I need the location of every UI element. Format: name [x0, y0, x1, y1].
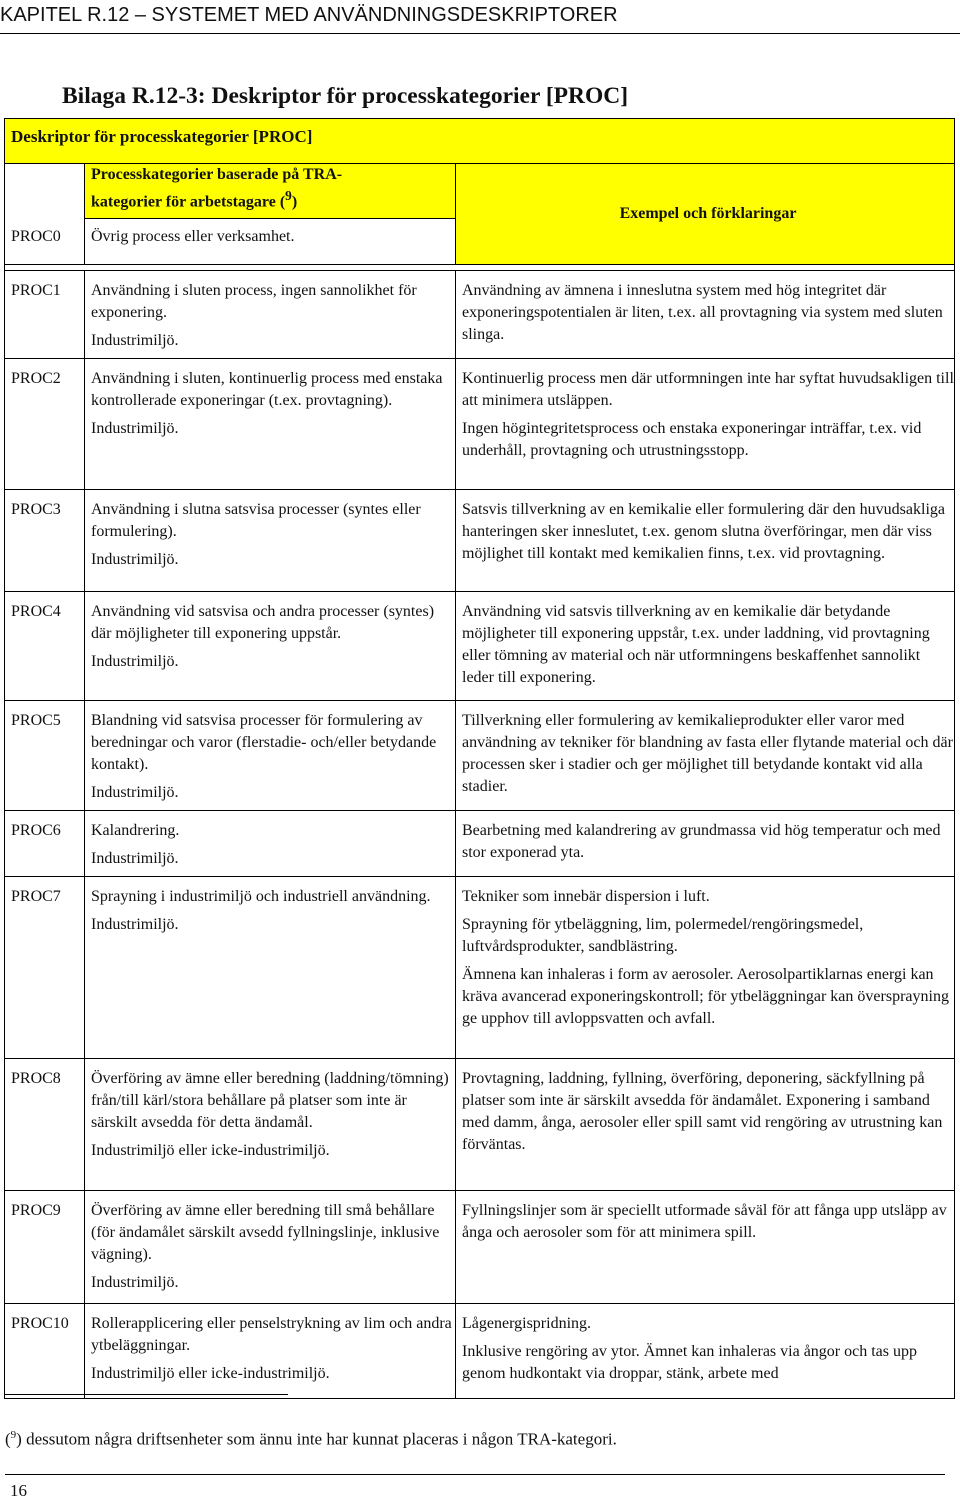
proc-examples	[456, 1304, 955, 1399]
proc-examples	[456, 490, 955, 592]
proc-row	[5, 490, 955, 592]
proc0-description: Övrig process eller verksamhet.	[85, 219, 456, 265]
proc-description	[85, 877, 456, 1059]
description-paragraph: Industrimiljö.	[91, 784, 179, 801]
proc-description	[85, 490, 456, 592]
description-paragraph: Överföring av ämne eller beredning (laddning/tömning) från/till kärl/stora behållare på platser som inte är särskilt avsedda för detta ändamål.	[91, 1070, 449, 1131]
example-paragraph: Tekniker som innebär dispersion i luft.	[462, 888, 710, 905]
table-banner: Deskriptor för processkategorier [PROC]	[5, 119, 955, 164]
header-code-cell	[5, 164, 85, 219]
proc-examples	[456, 1191, 955, 1304]
proc-examples	[456, 701, 955, 811]
proc-examples	[456, 359, 955, 490]
proc-code: PROC5	[5, 701, 85, 811]
proc-code: PROC6	[5, 811, 85, 877]
proc-description	[85, 592, 456, 701]
proc-descriptor-table	[4, 118, 955, 1399]
description-paragraph: Rollerapplicering eller penselstrykning av lim och andra ytbeläggningar.	[91, 1315, 452, 1354]
description-paragraph: Industrimiljö.	[91, 1274, 179, 1291]
proc-row	[5, 1059, 955, 1191]
description-paragraph: Användning i slutna satsvisa processer (syntes eller formulering).	[91, 501, 421, 540]
footnote-divider	[5, 1394, 288, 1395]
page-footer-divider	[5, 1474, 945, 1475]
proc-row	[5, 811, 955, 877]
proc-description	[85, 1059, 456, 1191]
header-divider	[0, 33, 960, 34]
example-paragraph: Provtagning, laddning, fyllning, överföring, deponering, säckfyllning på platser som inte är särskilt avsedda för ändamålet. Exponering i samband med damm, ånga, aerosoler eller spill samt vid rengöring av utrustning kan förväntas.	[462, 1070, 943, 1153]
description-paragraph: Industrimiljö.	[91, 332, 179, 349]
header-line-2-end: )	[291, 193, 298, 211]
proc-examples	[456, 1059, 955, 1191]
description-paragraph: Industrimiljö.	[91, 653, 179, 670]
chapter-header: KAPITEL R.12 – SYSTEMET MED ANVÄNDNINGSDESKRIPTORER	[0, 4, 618, 26]
column-header-examples: Exempel och förklaringar	[456, 164, 955, 265]
footnote-ref: 9	[285, 188, 292, 203]
page-number: 16	[10, 1481, 27, 1500]
proc-code: PROC4	[5, 592, 85, 701]
example-paragraph: Tillverkning eller formulering av kemikalieprodukter eller varor med användning av tekniker för blandning av fasta eller flytande material och där processen sker i stadier och ger möjlighet till betydande kontakt vid alla stadier.	[462, 712, 953, 795]
description-paragraph: Industrimiljö.	[91, 850, 179, 867]
description-paragraph: Överföring av ämne eller beredning till små behållare (för ändamålet särskilt avsedd fyllningslinje, inklusive vägning).	[91, 1202, 440, 1263]
proc-description	[85, 811, 456, 877]
proc-description	[85, 1191, 456, 1304]
proc-examples	[456, 811, 955, 877]
proc-code: PROC2	[5, 359, 85, 490]
example-paragraph: Fyllningslinjer som är speciellt utformade såväl för att fånga upp utsläpp av ånga och aerosoler som för att minimera spill.	[462, 1202, 947, 1241]
proc-code: PROC7	[5, 877, 85, 1059]
proc-examples	[456, 877, 955, 1059]
proc-row	[5, 359, 955, 490]
proc-row	[5, 592, 955, 701]
description-paragraph: Användning vid satsvisa och andra processer (syntes) där möjligheter till exponering uppstår.	[91, 603, 435, 642]
proc-code: PROC10	[5, 1304, 85, 1399]
description-paragraph: Industrimiljö.	[91, 551, 179, 568]
proc-examples	[456, 271, 955, 359]
example-paragraph: Kontinuerlig process men där utformningen inte har syftat huvudsakligen till att minimera utsläppen.	[462, 370, 954, 409]
header-line-1: Processkategorier baserade på TRA-	[91, 166, 343, 183]
description-paragraph: Användning i sluten process, ingen sannolikhet för exponering.	[91, 282, 417, 321]
example-paragraph: Inklusive rengöring av ytor. Ämnet kan inhaleras via ångor och tas upp genom hudkontakt via droppar, stänk, arbete med	[462, 1343, 917, 1382]
proc-code: PROC3	[5, 490, 85, 592]
description-paragraph: Blandning vid satsvisa processer för formulering av beredningar och varor (flerstadie- och/eller betydande kontakt).	[91, 712, 437, 773]
footnote-text: dessutom några driftsenheter som ännu inte har kunnat placeras i någon TRA-kategori.	[21, 1429, 617, 1449]
proc-row	[5, 1304, 955, 1399]
example-paragraph: Ingen högintegritetsprocess och enstaka exponeringar inträffar, t.ex. vid underhåll, provtagning och utrustningsstopp.	[462, 420, 922, 459]
example-paragraph: Bearbetning med kalandrering av grundmassa vid hög temperatur och med stor exponerad yta.	[462, 822, 941, 861]
example-paragraph: Satsvis tillverkning av en kemikalie eller formulering där den huvudsakliga hanteringen sker inneslutet, t.ex. genom slutna överföringar, men där viss möjlighet till kontakt med kemikalien finns, t.ex. vid provtagning.	[462, 501, 945, 562]
description-paragraph: Användning i sluten, kontinuerlig process med enstaka kontrollerade exponeringar (t.ex. provtagning).	[91, 370, 443, 409]
description-paragraph: Industrimiljö.	[91, 916, 179, 933]
proc-row	[5, 877, 955, 1059]
proc-description	[85, 359, 456, 490]
footnote-marker: 9	[10, 1429, 17, 1441]
proc-code: PROC9	[5, 1191, 85, 1304]
footnote: ($^9$) dessutom några driftsenheter som ännu inte har kunnat placeras i någon TRA-kategori.	[5, 1429, 617, 1449]
example-paragraph: Lågenergispridning.	[462, 1315, 592, 1332]
proc-description	[85, 701, 456, 811]
header-line-2: kategorier för arbetstagare (	[91, 193, 286, 211]
proc-row	[5, 701, 955, 811]
column-header-categories	[85, 164, 456, 219]
example-paragraph: Ämnena kan inhaleras i form av aerosoler. Aerosolpartiklarnas energi kan kräva avancerad exponeringskontroll; för ytbeläggningar kan översprayning ge upphov till avloppsvatten och avfall.	[462, 966, 949, 1027]
proc-description	[85, 1304, 456, 1399]
description-paragraph: Kalandrering.	[91, 822, 180, 839]
description-paragraph: Industrimiljö.	[91, 420, 179, 437]
description-paragraph: Industrimiljö eller icke-industrimiljö.	[91, 1142, 330, 1159]
proc-row	[5, 1191, 955, 1304]
appendix-title: Bilaga R.12-3: Deskriptor för processkategorier [PROC]	[62, 83, 629, 109]
proc-code: PROC1	[5, 271, 85, 359]
proc-row	[5, 271, 955, 359]
proc-description	[85, 271, 456, 359]
example-paragraph: Användning vid satsvis tillverkning av en kemikalie där betydande möjligheter till exponering uppstår, t.ex. under laddning, vid provtagning eller tömning av material och när utformningens beskaffenhet sannolikt leder till exponering.	[462, 603, 930, 686]
description-paragraph: Industrimiljö eller icke-industrimiljö.	[91, 1365, 330, 1382]
example-paragraph: Sprayning för ytbeläggning, lim, polermedel/rengöringsmedel, luftvårdsprodukter, sandblästring.	[462, 916, 864, 955]
proc-examples	[456, 592, 955, 701]
proc0-code: PROC0	[5, 219, 85, 265]
example-paragraph: Användning av ämnena i inneslutna system med hög integritet där exponeringspotentialen är liten, t.ex. all provtagning via system med sluten slinga.	[462, 282, 943, 343]
description-paragraph: Sprayning i industrimiljö och industriell användning.	[91, 888, 431, 905]
proc-code: PROC8	[5, 1059, 85, 1191]
